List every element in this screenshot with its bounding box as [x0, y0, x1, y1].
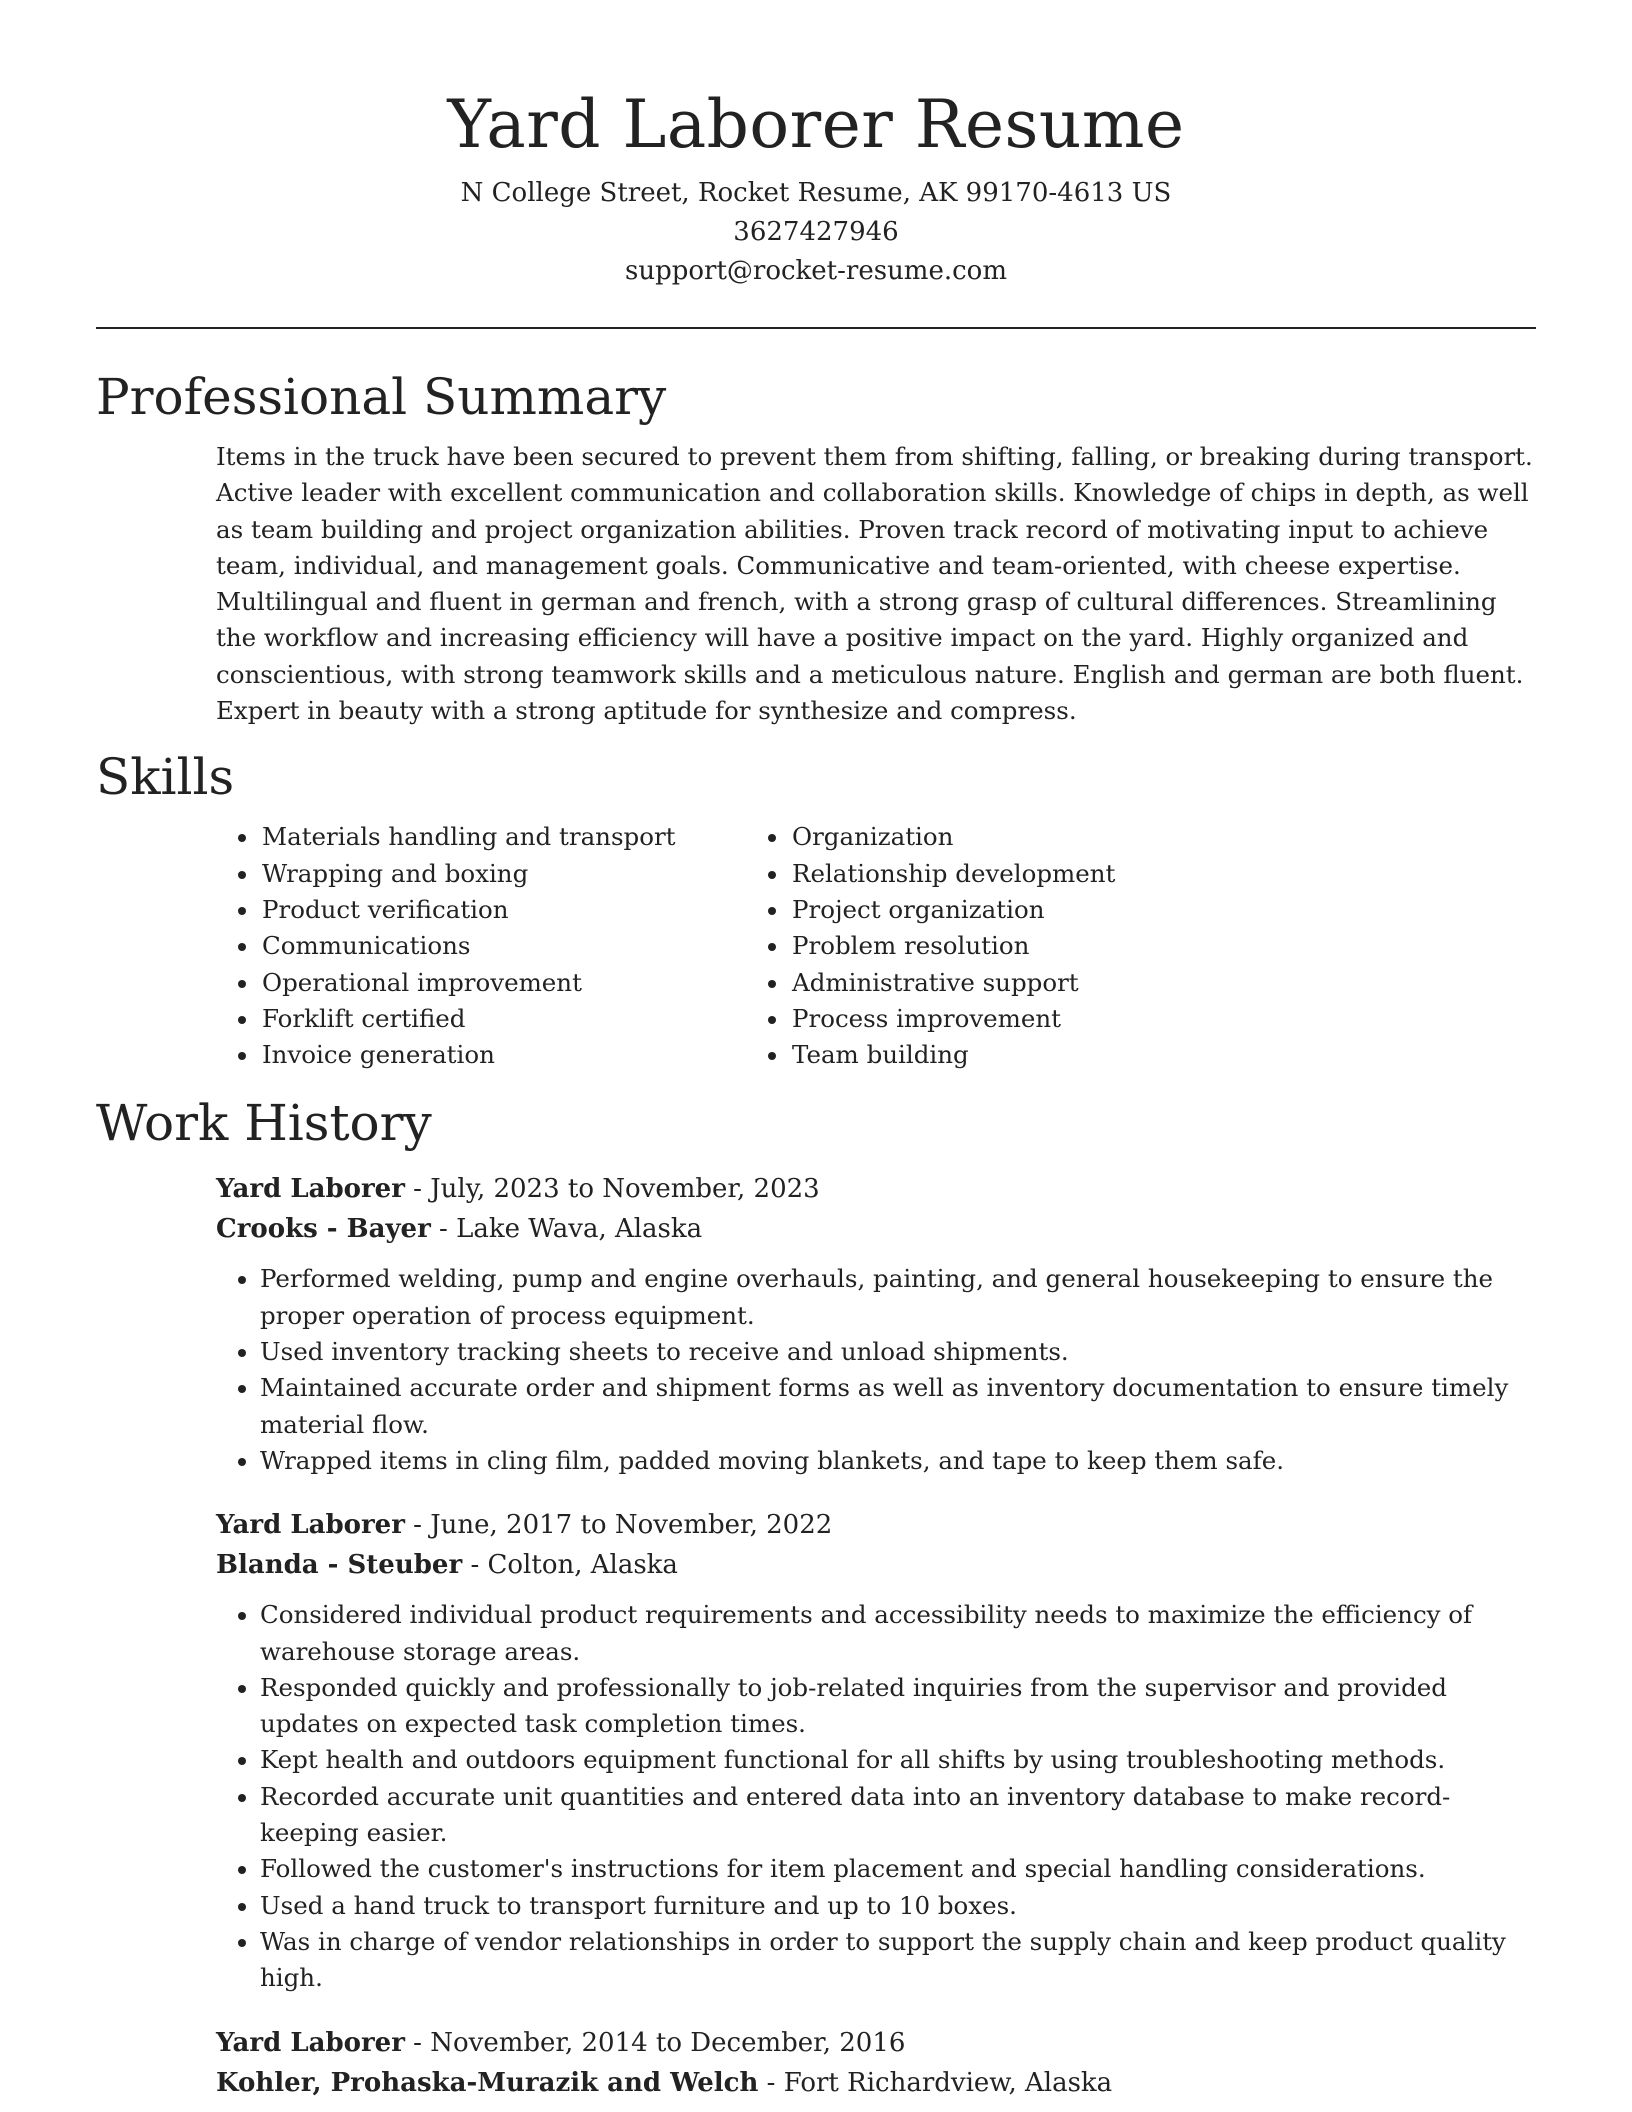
job-location: - Lake Wava, Alaska	[430, 1214, 703, 1245]
job-title: Yard Laborer	[216, 1174, 405, 1205]
job-dates: - July, 2023 to November, 2023	[404, 1174, 820, 1205]
job-duty: • Responded quickly and professionally to job-related inquiries from the supervisor and provided updates on expected task completion times.	[260, 1670, 1536, 1743]
skill-item: • Operational improvement	[260, 965, 746, 1001]
job-location: - Fort Richardview, Alaska	[758, 2067, 1113, 2098]
job-title-line	[216, 2023, 1536, 2063]
header-divider	[96, 327, 1536, 329]
skill-item: • Administrative support	[790, 965, 1396, 1001]
summary-text: Items in the truck have been secured to prevent them from shifting, falling, or breaking during transport. Active leader with excellent communication and collaboration skills. Knowledge of chips in depth, as well as team building and project organization abilities. Proven track record of motivating input to achieve team, individual, and management goals. Communicative and team-oriented, with cheese expertise. Multilingual and fluent in german and french, with a strong grasp of cultural differences. Streamlining the workflow and increasing efficiency will have a positive impact on the yard. Highly organized and conscientious, with strong teamwork skills and a meticulous nature. English and german are both fluent. Expert in beauty with a strong aptitude for synthesize and compress.	[216, 442, 1533, 726]
job-dates: - November, 2014 to December, 2016	[404, 2027, 906, 2058]
phone-number: 3627427946	[733, 217, 899, 247]
job-title-line	[216, 1169, 1536, 1209]
job-company-line	[216, 2063, 1536, 2103]
job-duty: • Was in charge of vendor relationships in order to support the supply chain and keep product quality high.	[260, 1924, 1536, 1997]
job-duty: • Used inventory tracking sheets to receive and unload shipments.	[260, 1334, 1536, 1370]
skill-item: • Team building	[790, 1037, 1396, 1073]
work-history-heading: Work History	[96, 1094, 432, 1153]
skill-item: • Forklift certified	[260, 1001, 746, 1037]
skills-column-right	[746, 819, 1396, 1073]
resume-header	[96, 0, 1536, 291]
job-duty: • Performed welding, pump and engine overhauls, painting, and general housekeeping to ensure the proper operation of process equipment.	[260, 1261, 1536, 1334]
skills-column-left	[96, 819, 746, 1073]
job-duty: • Wrapped items in cling film, padded moving blankets, and tape to keep them safe.	[260, 1443, 1536, 1479]
skill-item: • Project organization	[790, 892, 1396, 928]
skill-item: • Invoice generation	[260, 1037, 746, 1073]
skill-item: • Wrapping and boxing	[260, 856, 746, 892]
job-duty: • Followed the customer's instructions for item placement and special handling considerations.	[260, 1851, 1536, 1887]
job-entry	[216, 1169, 1536, 1479]
skill-item: • Product verification	[260, 892, 746, 928]
email-address: support@rocket-resume.com	[624, 256, 1007, 286]
address: N College Street, Rocket Resume, AK 99170-4613 US	[460, 178, 1172, 208]
job-duties	[216, 1261, 1536, 1479]
job-company: Kohler, Prohaska-Murazik and Welch	[216, 2067, 759, 2098]
skill-item: • Materials handling and transport	[260, 819, 746, 855]
resume-page	[96, 0, 1536, 2103]
job-title: Yard Laborer	[216, 1510, 405, 1541]
job-duty: • Considered individual product requirements and accessibility needs to maximize the efficiency of warehouse storage areas.	[260, 1597, 1536, 1670]
job-location: - Colton, Alaska	[462, 1550, 678, 1581]
job-company-line	[216, 1209, 1536, 1249]
job-company: Crooks - Bayer	[216, 1214, 431, 1245]
skill-item: • Problem resolution	[790, 928, 1396, 964]
skill-item: • Communications	[260, 928, 746, 964]
job-duty: • Used a hand truck to transport furniture and up to 10 boxes.	[260, 1888, 1536, 1924]
skills-list	[96, 819, 1536, 1073]
job-duty: • Maintained accurate order and shipment forms as well as inventory documentation to ensure timely material flow.	[260, 1370, 1536, 1443]
job-title-line	[216, 1505, 1536, 1545]
job-company: Blanda - Steuber	[216, 1550, 463, 1581]
job-entry	[216, 2023, 1536, 2103]
skill-item: • Relationship development	[790, 856, 1396, 892]
job-duty: • Recorded accurate unit quantities and entered data into an inventory database to make record-keeping easier.	[260, 1779, 1536, 1852]
summary-heading: Professional Summary	[96, 368, 667, 426]
resume-title: Yard Laborer Resume	[447, 86, 1185, 163]
job-dates: - June, 2017 to November, 2022	[404, 1510, 833, 1541]
job-duty: • Kept health and outdoors equipment functional for all shifts by using troubleshooting methods.	[260, 1742, 1536, 1778]
skills-heading: Skills	[96, 748, 235, 807]
job-title: Yard Laborer	[216, 2027, 405, 2058]
skill-item: • Process improvement	[790, 1001, 1396, 1037]
contact-info	[96, 174, 1536, 291]
job-duties	[216, 1597, 1536, 1996]
skill-item: • Organization	[790, 819, 1396, 855]
job-company-line	[216, 1545, 1536, 1585]
job-entry	[216, 1505, 1536, 1996]
